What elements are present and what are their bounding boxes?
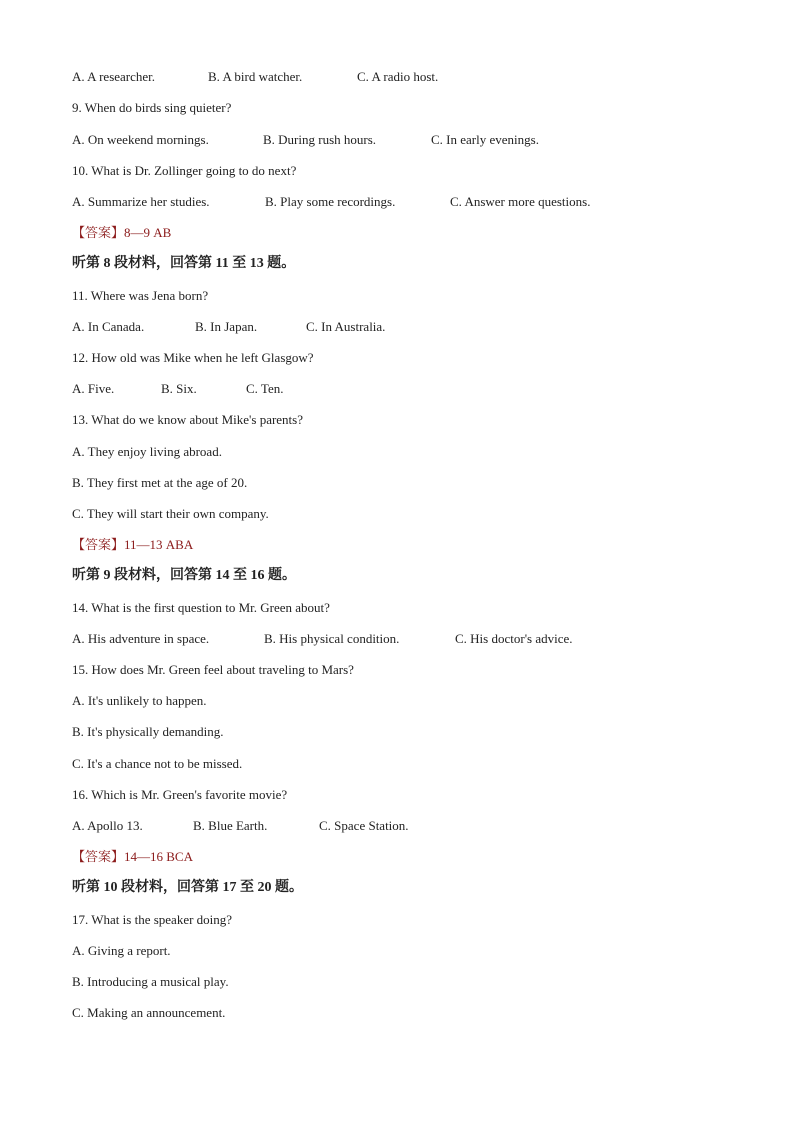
option-c: C. In Australia. xyxy=(306,319,386,334)
option-a: A. On weekend mornings. xyxy=(72,132,209,147)
answer-value: 8—9 AB xyxy=(124,225,172,240)
answer-tag: 【答案】 xyxy=(72,225,125,240)
option-a: A. His adventure in space. xyxy=(72,631,210,646)
options-row xyxy=(72,818,409,834)
option-a: A. A researcher. xyxy=(72,69,156,84)
option-b: B. In Japan. xyxy=(195,319,258,334)
question-text: 12. How old was Mike when he left Glasgow? xyxy=(72,350,314,365)
option-a: A. In Canada. xyxy=(72,319,145,334)
option-b: B. Blue Earth. xyxy=(193,818,268,833)
answer-tag: 【答案】 xyxy=(72,849,125,864)
option-a: A. Five. xyxy=(72,381,115,396)
section-heading: 听第 9 段材料，回答第 14 至 16 题。 xyxy=(72,568,296,583)
option-line: A. It's unlikely to happen. xyxy=(72,693,207,708)
answer-line xyxy=(72,849,193,865)
answer-line xyxy=(72,225,171,241)
option-b: B. Play some recordings. xyxy=(265,194,396,209)
option-line: C. They will start their own company. xyxy=(72,506,269,521)
answer-tag: 【答案】 xyxy=(72,537,125,552)
option-b: B. Six. xyxy=(161,381,197,396)
option-line: C. Making an announcement. xyxy=(72,1005,226,1020)
question-text: 14. What is the first question to Mr. Green about? xyxy=(72,600,330,615)
option-line: C. It's a chance not to be missed. xyxy=(72,756,243,771)
option-c: C. His doctor's advice. xyxy=(455,631,573,646)
option-line: B. Introducing a musical play. xyxy=(72,974,229,989)
question-text: 15. How does Mr. Green feel about traveling to Mars? xyxy=(72,662,354,677)
section-heading: 听第 8 段材料，回答第 11 至 13 题。 xyxy=(72,256,296,271)
option-c: C. In early evenings. xyxy=(431,132,539,147)
option-a: A. Summarize her studies. xyxy=(72,194,210,209)
option-line: A. Giving a report. xyxy=(72,943,171,958)
answer-value: 11—13 ABA xyxy=(124,537,194,552)
options-row xyxy=(72,631,573,647)
option-b: B. His physical condition. xyxy=(264,631,400,646)
question-text: 11. Where was Jena born? xyxy=(72,288,209,303)
option-b: B. A bird watcher. xyxy=(208,69,303,84)
option-c: C. Space Station. xyxy=(319,818,409,833)
option-line: B. They first met at the age of 20. xyxy=(72,475,248,490)
section-heading: 听第 10 段材料，回答第 17 至 20 题。 xyxy=(72,880,303,895)
options-row xyxy=(72,319,385,335)
answer-value: 14—16 BCA xyxy=(124,849,193,864)
option-a: A. Apollo 13. xyxy=(72,818,143,833)
option-line: A. They enjoy living abroad. xyxy=(72,444,222,459)
options-row xyxy=(72,194,590,210)
option-line: B. It's physically demanding. xyxy=(72,724,224,739)
option-c: C. Answer more questions. xyxy=(450,194,591,209)
question-text: 16. Which is Mr. Green's favorite movie? xyxy=(72,787,288,802)
answer-line xyxy=(72,537,193,553)
option-b: B. During rush hours. xyxy=(263,132,377,147)
question-text: 17. What is the speaker doing? xyxy=(72,912,233,927)
option-c: C. Ten. xyxy=(246,381,284,396)
options-row xyxy=(72,381,284,397)
question-text: 13. What do we know about Mike's parents? xyxy=(72,412,303,427)
question-text: 9. When do birds sing quieter? xyxy=(72,100,232,115)
options-row xyxy=(72,132,539,148)
option-c: C. A radio host. xyxy=(357,69,439,84)
options-row xyxy=(72,69,438,85)
question-text: 10. What is Dr. Zollinger going to do next? xyxy=(72,163,297,178)
